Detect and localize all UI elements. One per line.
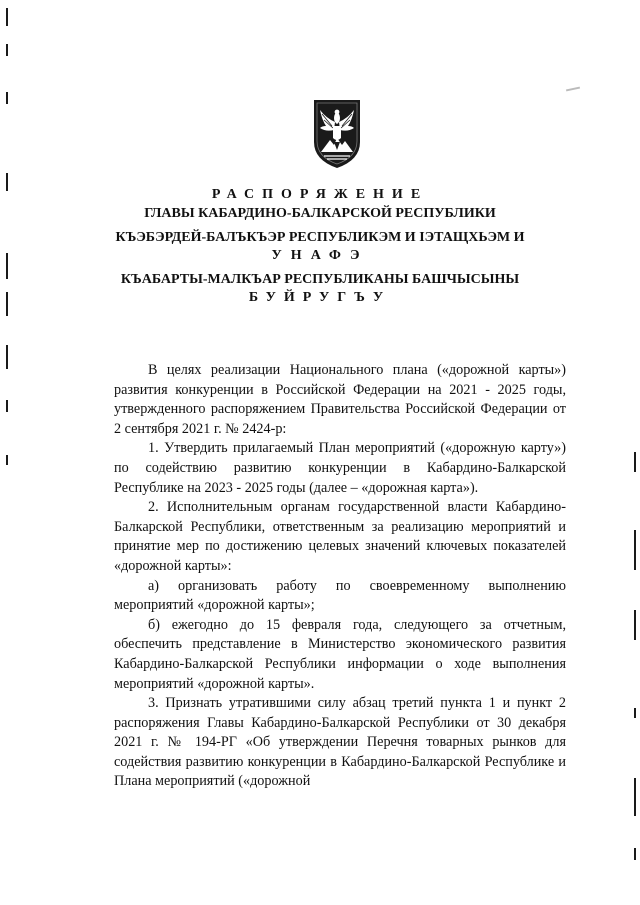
clause-1: 1. Утвердить прилагаемый План мероприятий («дорожную карту») по содействию развитию конкуренции в Кабардино-Балкарской Республике на 2023 - 2025 годы (далее – «дорожная карта»). [114,440,566,496]
coat-of-arms-icon [312,98,362,170]
scan-artifact [634,610,636,640]
scan-artifact [634,848,636,860]
balkar-heading: КЪАБАРТЫ-МАЛКЪАР РЕСПУБЛИКАНЫ БАШЧЫСЫНЫ [120,272,520,287]
scan-artifact [6,92,8,104]
document-body [114,361,566,792]
scan-artifact [634,708,636,718]
scan-artifact [6,8,8,26]
clause-3: 3. Признать утратившими силу абзац третий пункта 1 и пункт 2 распоряжения Главы Кабардино-Балкарской Республики от 30 декабря 2021 г. № 194-РГ «Об утверждении Перечня товарных рынков для содействия развитию конкуренции в Кабардино-Балкарской Республике и Плана мероприятий («дорожной [114,695,566,790]
kabardian-title: УНАФЭ [271,248,369,263]
scan-artifact [6,345,8,369]
document-title: РАСПОРЯЖЕНИЕ [211,187,429,202]
balkar-title: БУЙРУГЪУ [248,290,392,305]
scan-artifact [6,400,8,412]
clause-2a: а) организовать работу по своевременному выполнению мероприятий «дорожной карты»; [114,577,566,614]
scan-artifact [6,455,8,465]
scan-artifact [634,452,636,472]
scan-artifact [634,530,636,570]
scan-artifact [6,44,8,56]
kabardian-heading: КЪЭБЭРДЕЙ-БАЛЪКЪЭР РЕСПУБЛИКЭМ И ІЭТАЩХЬЭМ И [115,230,525,245]
preamble-paragraph: В целях реализации Национального плана («дорожной карты») развития конкуренции в Российской Федерации на 2021 - 2025 годы, утвержденного распоряжением Правительства Российской Федерации от 2 сентября 2021 г. № 2424-р: [114,362,566,437]
clause-2: 2. Исполнительным органам государственной власти Кабардино-Балкарской Республики, ответственным за реализацию мероприятий и принятие мер по достижению целевых значений ключевых показателей «дорожной карты»: [114,499,566,574]
scan-artifact [566,87,580,92]
document-subtitle: ГЛАВЫ КАБАРДИНО-БАЛКАРСКОЙ РЕСПУБЛИКИ [144,206,496,221]
scan-artifact [634,778,636,816]
clause-2b: б) ежегодно до 15 февраля года, следующего за отчетным, обеспечить представление в Министерство экономического развития Кабардино-Балкарской Республики информации о ходе выполнения мероприятий «дорожной карты». [114,616,566,692]
